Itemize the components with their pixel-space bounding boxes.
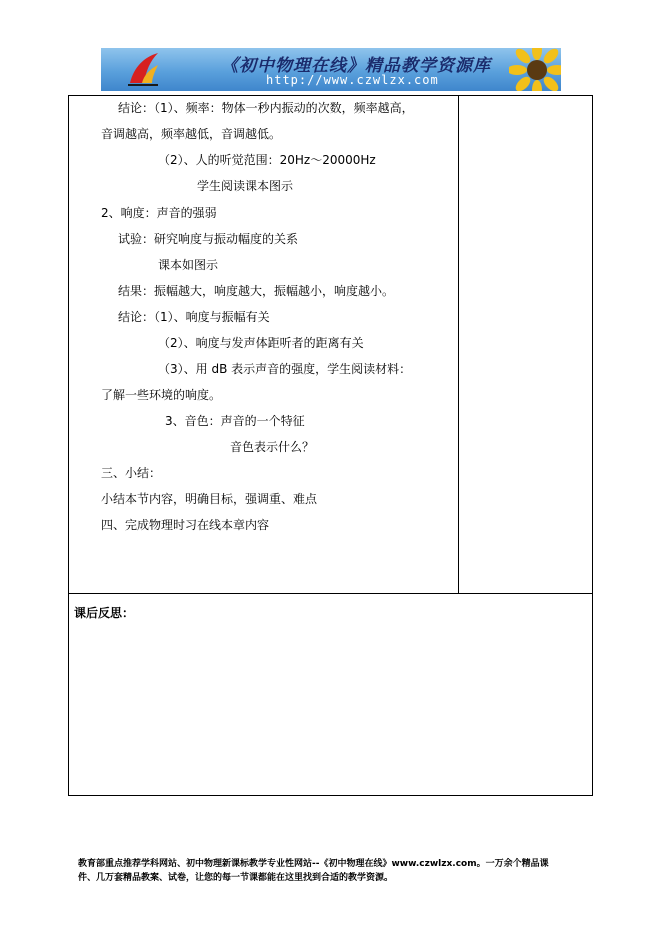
- reflection-label: 课后反思：: [74, 606, 135, 620]
- content-line: 结论：（1）、频率：物体一秒内振动的次数，频率越高，: [118, 101, 414, 115]
- content-line: （2）、响度与发声体距听者的距离有关: [158, 336, 364, 350]
- content-line: 2、响度：声音的强弱: [101, 206, 217, 220]
- table-row-divider: [68, 593, 593, 594]
- content-line: （2）、人的听觉范围：20Hz～20000Hz: [158, 153, 376, 167]
- footer-line-1: 教育部重点推荐学科网站、初中物理新课标教学专业性网站--《初中物理在线》www.czwlzx.com。一万余个精品课: [78, 859, 549, 869]
- footer-line-2: 件、几万套精品教案、试卷，让您的每一节课都能在这里找到合适的教学资源。: [78, 873, 394, 883]
- content-line: 3、音色：声音的一个特征: [165, 414, 305, 428]
- sunflower-icon: [509, 48, 561, 91]
- table-column-divider: [458, 95, 459, 593]
- content-line: 学生阅读课本图示: [197, 179, 294, 193]
- header-url[interactable]: http://www.czwlzx.com: [266, 73, 439, 87]
- lesson-table: [68, 95, 593, 796]
- content-line: 课本如图示: [158, 258, 219, 272]
- content-line: 结果：振幅越大，响度越大，振幅越小，响度越小。: [118, 284, 395, 298]
- site-logo-icon: [124, 49, 164, 89]
- content-line: 小结本节内容，明确目标，强调重、难点: [101, 492, 318, 506]
- content-line: 四、完成物理时习在线本章内容: [101, 518, 270, 532]
- content-line: 试验：研究响度与振动幅度的关系: [118, 232, 299, 246]
- content-line: 结论：（1）、响度与振幅有关: [118, 310, 270, 324]
- header-title: 《初中物理在线》精品教学资源库: [221, 56, 491, 76]
- content-line: 音色表示什么？: [230, 440, 315, 454]
- content-line: （3）、用 dB 表示声音的强度，学生阅读材料：: [158, 362, 412, 376]
- content-line: 三、小结：: [101, 466, 162, 480]
- content-line: 音调越高，频率越低，音调越低。: [101, 127, 282, 141]
- content-line: 了解一些环境的响度。: [101, 388, 222, 402]
- header-banner: [101, 48, 561, 91]
